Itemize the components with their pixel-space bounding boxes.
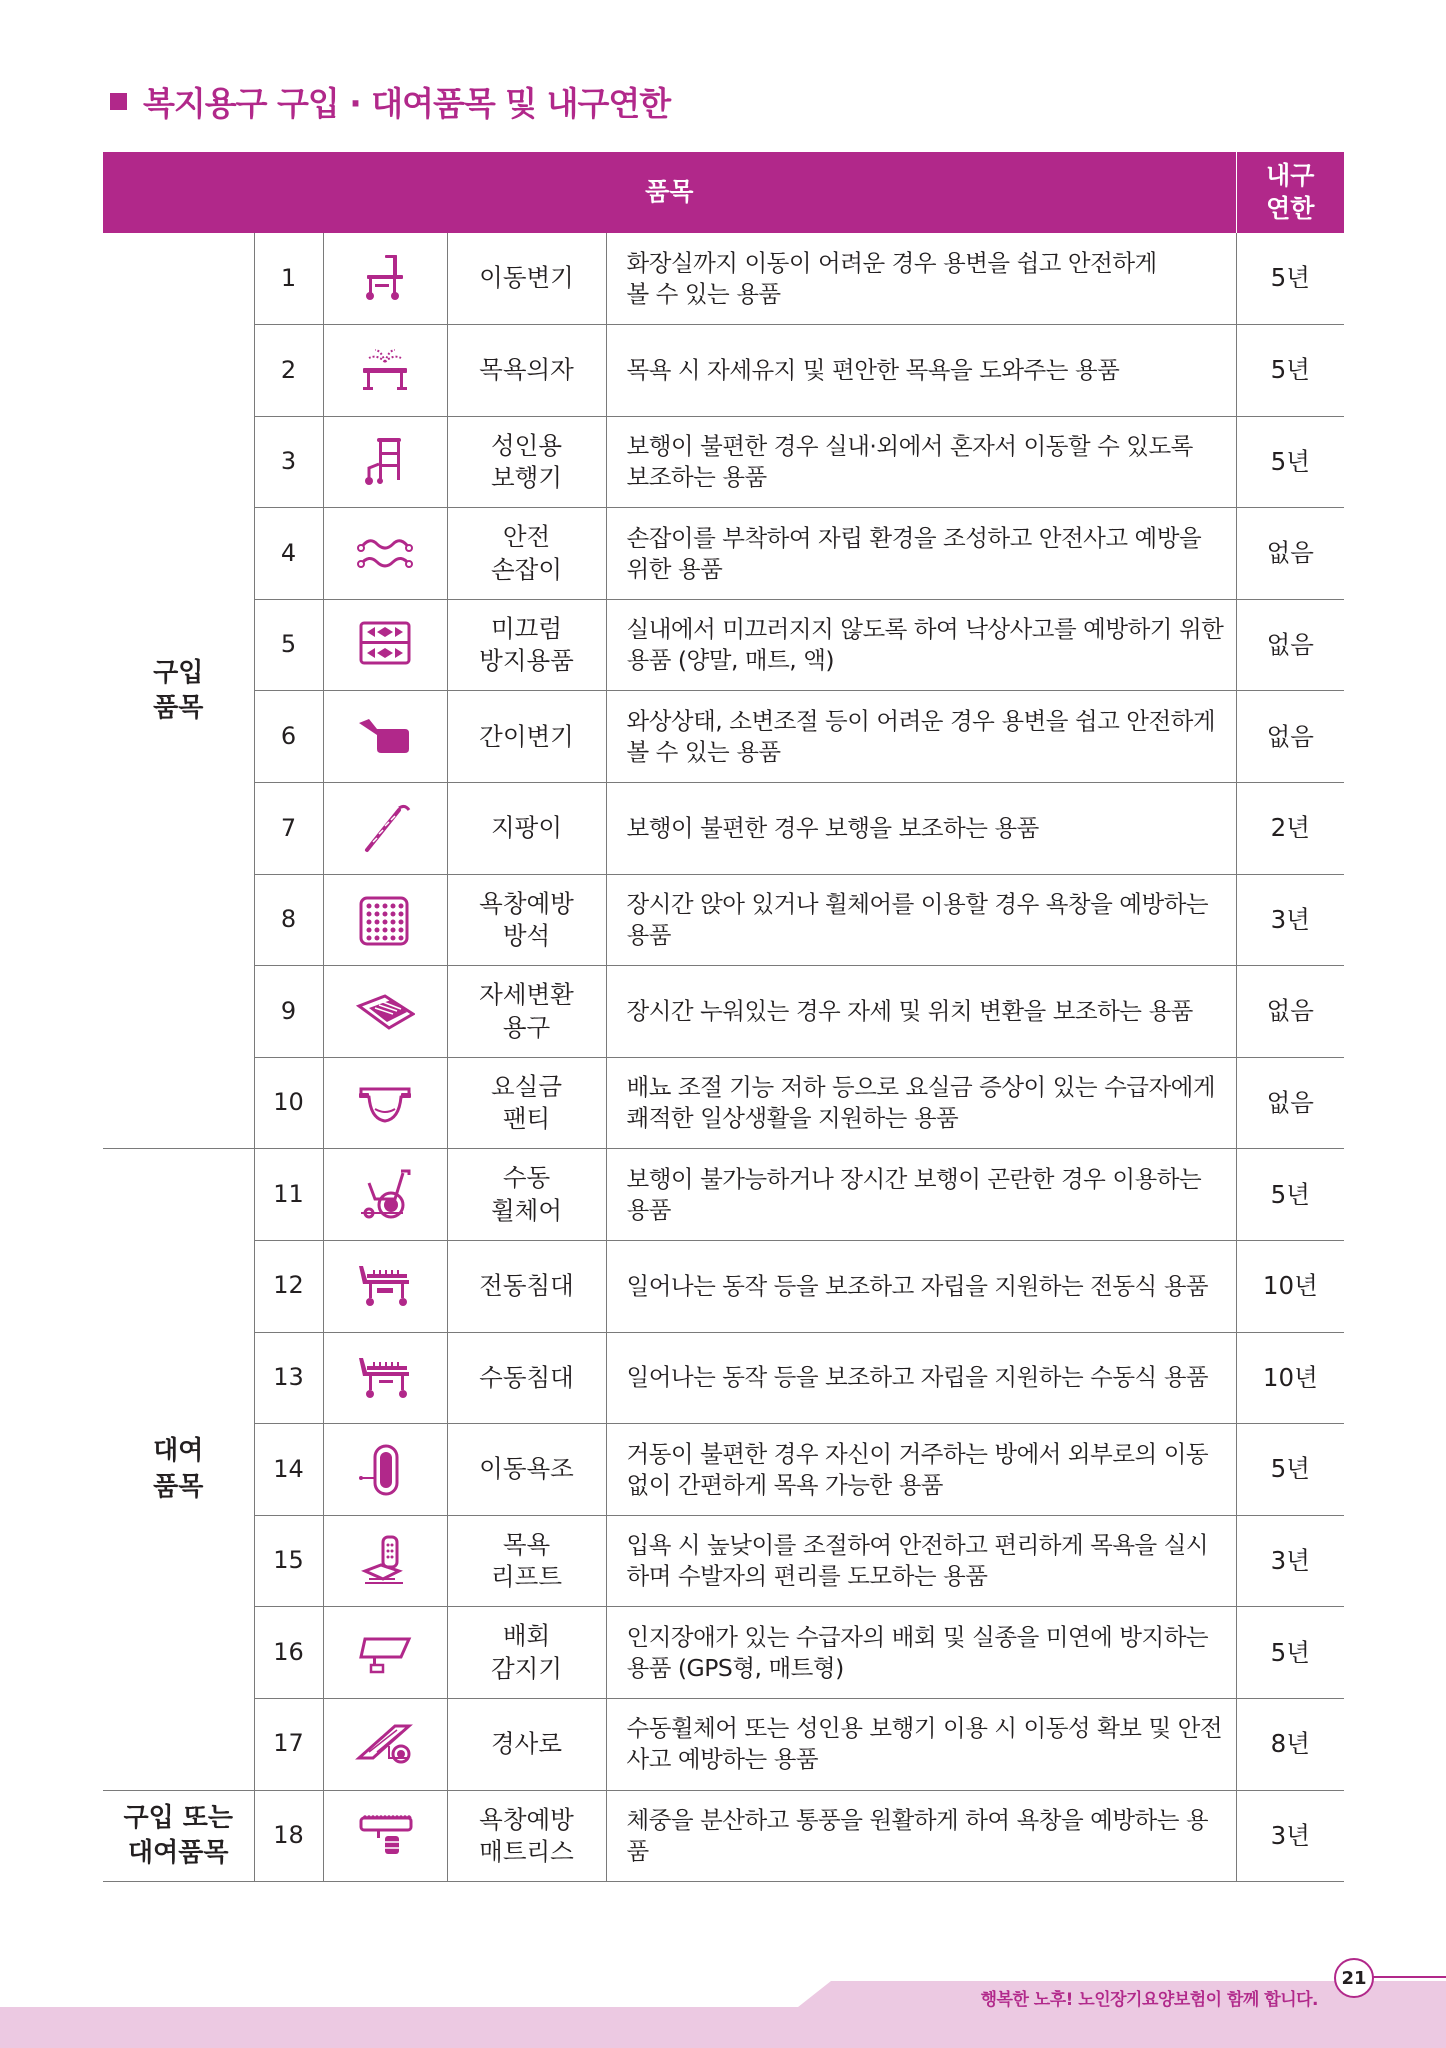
item-description xyxy=(606,1057,1236,1149)
item-durability: 5년 xyxy=(1236,1424,1344,1516)
item-name-line: 요실금 xyxy=(490,1071,562,1101)
item-name-line: 성인용 xyxy=(490,430,562,460)
table-row xyxy=(103,1424,1344,1516)
item-description-line: 용품 (GPS형, 매트형) xyxy=(626,1653,844,1682)
row-number: 4 xyxy=(254,508,323,600)
diaper-icon xyxy=(324,1075,447,1131)
table-row xyxy=(103,1515,1344,1607)
item-name-line: 매트리스 xyxy=(479,1836,574,1866)
item-description xyxy=(606,599,1236,691)
row-number: 17 xyxy=(254,1699,323,1791)
page-number: 21 xyxy=(1334,1958,1374,1998)
item-durability: 없음 xyxy=(1236,691,1344,783)
commode-chair-icon xyxy=(324,251,447,307)
item-name-line: 보행기 xyxy=(490,462,562,492)
item-name xyxy=(447,1332,606,1424)
item-durability: 5년 xyxy=(1236,416,1344,508)
row-number: 7 xyxy=(254,783,323,875)
item-description xyxy=(606,783,1236,875)
row-icon-cell xyxy=(323,1149,447,1241)
item-name xyxy=(447,599,606,691)
item-name xyxy=(447,233,606,325)
item-description-line: 일어나는 동작 등을 보조하고 자립을 지원하는 수동식 용품 xyxy=(626,1363,1209,1392)
item-durability: 5년 xyxy=(1236,233,1344,325)
item-description-line: 용품 xyxy=(626,1195,671,1224)
item-description xyxy=(606,1515,1236,1607)
item-name xyxy=(447,966,606,1058)
item-durability: 8년 xyxy=(1236,1699,1344,1791)
table-row xyxy=(103,233,1344,325)
item-name-line: 전동침대 xyxy=(479,1271,574,1301)
row-icon-cell xyxy=(323,508,447,600)
item-name xyxy=(447,1790,606,1882)
item-name xyxy=(447,1515,606,1607)
item-description-line: 하며 수발자의 편리를 도모하는 용품 xyxy=(626,1562,988,1591)
item-description xyxy=(606,325,1236,417)
group-label-either xyxy=(103,1790,254,1882)
item-name xyxy=(447,1699,606,1791)
item-durability: 없음 xyxy=(1236,1057,1344,1149)
table-row xyxy=(103,1790,1344,1882)
item-name xyxy=(447,1424,606,1516)
item-durability: 3년 xyxy=(1236,874,1344,966)
item-description-line: 장시간 앉아 있거나 휠체어를 이용할 경우 욕창을 예방하는 xyxy=(626,889,1209,918)
row-icon-cell xyxy=(323,325,447,417)
row-number: 6 xyxy=(254,691,323,783)
row-number: 18 xyxy=(254,1790,323,1882)
item-durability: 없음 xyxy=(1236,966,1344,1058)
item-description xyxy=(606,233,1236,325)
row-number: 9 xyxy=(254,966,323,1058)
row-number: 5 xyxy=(254,599,323,691)
grab-bar-icon xyxy=(324,526,447,582)
ramp-icon xyxy=(324,1716,447,1772)
row-icon-cell xyxy=(323,783,447,875)
group-label-line: 대여 xyxy=(153,1436,204,1467)
item-description-line: 쾌적한 일상생활을 지원하는 용품 xyxy=(626,1104,959,1133)
group-label-line: 품목 xyxy=(153,692,204,723)
row-icon-cell xyxy=(323,966,447,1058)
row-icon-cell xyxy=(323,1790,447,1882)
item-durability: 5년 xyxy=(1236,325,1344,417)
item-name xyxy=(447,1057,606,1149)
table-row xyxy=(103,691,1344,783)
row-icon-cell xyxy=(323,691,447,783)
item-description xyxy=(606,1607,1236,1699)
item-description-line: 보행이 불가능하거나 장시간 보행이 곤란한 경우 이용하는 xyxy=(626,1164,1202,1193)
item-durability: 2년 xyxy=(1236,783,1344,875)
wandering-detector-icon xyxy=(324,1625,447,1681)
header-durability xyxy=(1236,152,1344,233)
group-label-purchase xyxy=(103,233,254,1149)
table-row xyxy=(103,508,1344,600)
row-number: 2 xyxy=(254,325,323,417)
item-name xyxy=(447,416,606,508)
page-title-text: 복지용구 구입 · 대여품목 및 내구연한 xyxy=(143,84,671,123)
item-description-line: 배뇨 조절 기능 저하 등으로 요실금 증상이 있는 수급자에게 xyxy=(626,1073,1216,1102)
item-name-line: 미끄럼 xyxy=(490,613,562,643)
electric-bed-icon xyxy=(324,1258,447,1314)
item-durability: 3년 xyxy=(1236,1515,1344,1607)
manual-bed-icon xyxy=(324,1350,447,1406)
item-name-line: 경사로 xyxy=(490,1729,562,1759)
item-name xyxy=(447,783,606,875)
item-durability: 없음 xyxy=(1236,599,1344,691)
item-description-line: 볼 수 있는 용품 xyxy=(626,737,781,766)
item-description-line: 와상상태, 소변조절 등이 어려운 경우 용변을 쉽고 안전하게 xyxy=(626,706,1216,735)
positioning-aid-icon xyxy=(324,984,447,1040)
item-durability: 10년 xyxy=(1236,1332,1344,1424)
table-row xyxy=(103,1607,1344,1699)
row-number: 11 xyxy=(254,1149,323,1241)
item-description-line: 보행이 불편한 경우 실내·외에서 혼자서 이동할 수 있도록 xyxy=(626,431,1193,460)
item-name-line: 팬티 xyxy=(502,1104,551,1134)
anti-slip-mat-icon xyxy=(324,617,447,673)
item-description-line: 수동휠체어 또는 성인용 보행기 이용 시 이동성 확보 및 안전 xyxy=(626,1714,1223,1743)
item-description-line: 용품 (양말, 매트, 액) xyxy=(626,646,835,675)
item-description xyxy=(606,1790,1236,1882)
item-description xyxy=(606,1241,1236,1333)
item-description-line: 목욕 시 자세유지 및 편안한 목욕을 도와주는 용품 xyxy=(626,355,1120,384)
item-name-line: 자세변환 xyxy=(479,980,574,1010)
cushion-icon xyxy=(324,892,447,948)
item-name-line: 욕창예방 xyxy=(479,888,574,918)
item-name-line: 휠체어 xyxy=(490,1195,562,1225)
header-durability-line2: 연한 xyxy=(1266,193,1315,223)
row-icon-cell xyxy=(323,1699,447,1791)
item-name-line: 간이변기 xyxy=(479,721,574,751)
table-header-row xyxy=(103,152,1344,233)
item-description xyxy=(606,691,1236,783)
item-description-line: 보조하는 용품 xyxy=(626,462,767,491)
item-description xyxy=(606,416,1236,508)
row-icon-cell xyxy=(323,1424,447,1516)
item-name-line: 안전 xyxy=(502,522,551,552)
item-description xyxy=(606,874,1236,966)
row-number: 15 xyxy=(254,1515,323,1607)
item-description-line: 볼 수 있는 용품 xyxy=(626,279,781,308)
table-row xyxy=(103,1241,1344,1333)
table-row xyxy=(103,783,1344,875)
row-number: 10 xyxy=(254,1057,323,1149)
table-row xyxy=(103,1057,1344,1149)
row-number: 13 xyxy=(254,1332,323,1424)
item-description xyxy=(606,1699,1236,1791)
item-durability: 10년 xyxy=(1236,1241,1344,1333)
item-name-line: 지팡이 xyxy=(490,813,562,843)
bath-lift-icon xyxy=(324,1533,447,1589)
row-number: 8 xyxy=(254,874,323,966)
group-label-rental xyxy=(103,1149,254,1790)
item-name-line: 손잡이 xyxy=(490,554,562,584)
group-label-line: 구입 xyxy=(153,657,204,688)
item-name-line: 방지용품 xyxy=(479,646,574,676)
item-name-line: 방석 xyxy=(502,920,551,950)
row-number: 16 xyxy=(254,1607,323,1699)
item-name-line: 용구 xyxy=(502,1012,551,1042)
pressure-mattress-icon xyxy=(324,1808,447,1864)
item-name xyxy=(447,874,606,966)
item-description-line: 없이 간편하게 목욕 가능한 용품 xyxy=(626,1470,943,1499)
welfare-equipment-table xyxy=(103,152,1344,1882)
item-name-line: 목욕 xyxy=(502,1529,551,1559)
row-icon-cell xyxy=(323,1607,447,1699)
item-description xyxy=(606,966,1236,1058)
item-description xyxy=(606,1332,1236,1424)
item-name xyxy=(447,1241,606,1333)
footer-band xyxy=(0,2007,1446,2048)
group-label-line: 품목 xyxy=(153,1471,204,1502)
page-number-line xyxy=(1370,1976,1446,1978)
row-number: 14 xyxy=(254,1424,323,1516)
item-description-line: 입욕 시 높낮이를 조절하여 안전하고 편리하게 목욕을 실시 xyxy=(626,1531,1209,1560)
item-name-line: 감지기 xyxy=(490,1653,562,1683)
row-icon-cell xyxy=(323,1515,447,1607)
cane-icon xyxy=(324,800,447,856)
group-label-line: 구입 또는 xyxy=(123,1802,234,1833)
item-name xyxy=(447,691,606,783)
item-name-line: 수동침대 xyxy=(479,1362,574,1392)
item-description-line: 거동이 불편한 경우 자신이 거주하는 방에서 외부로의 이동 xyxy=(626,1439,1209,1468)
item-description-line: 위한 용품 xyxy=(626,554,723,583)
item-description xyxy=(606,508,1236,600)
row-number: 12 xyxy=(254,1241,323,1333)
item-description-line: 일어나는 동작 등을 보조하고 자립을 지원하는 전동식 용품 xyxy=(626,1271,1209,1300)
header-item: 품목 xyxy=(103,152,1236,233)
header-durability-line1: 내구 xyxy=(1266,161,1315,190)
item-description xyxy=(606,1424,1236,1516)
item-name xyxy=(447,508,606,600)
item-durability: 없음 xyxy=(1236,508,1344,600)
item-name xyxy=(447,325,606,417)
item-name-line: 목욕의자 xyxy=(479,355,574,385)
bath-chair-icon xyxy=(324,342,447,398)
item-name xyxy=(447,1149,606,1241)
item-description-line: 보행이 불편한 경우 보행을 보조하는 용품 xyxy=(626,813,1039,842)
portable-bathtub-icon xyxy=(324,1442,447,1498)
walker-icon xyxy=(324,434,447,490)
title-bullet-icon xyxy=(110,93,127,110)
row-icon-cell xyxy=(323,874,447,966)
item-description-line: 용품 xyxy=(626,920,671,949)
item-description-line: 실내에서 미끄러지지 않도록 하여 낙상사고를 예방하기 위한 xyxy=(626,615,1224,644)
table-row xyxy=(103,966,1344,1058)
row-icon-cell xyxy=(323,1057,447,1149)
item-description-line: 장시간 누워있는 경우 자세 및 위치 변환을 보조하는 용품 xyxy=(626,997,1193,1026)
wheelchair-icon xyxy=(324,1167,447,1223)
item-description-line: 체중을 분산하고 통풍을 원활하게 하여 욕창을 예방하는 용품 xyxy=(626,1805,1209,1865)
urinal-icon xyxy=(324,709,447,765)
item-durability: 3년 xyxy=(1236,1790,1344,1882)
item-durability: 5년 xyxy=(1236,1607,1344,1699)
page-title xyxy=(110,78,670,125)
group-label-line: 대여품목 xyxy=(128,1837,229,1868)
item-name xyxy=(447,1607,606,1699)
table-row xyxy=(103,1699,1344,1791)
item-name-line: 리프트 xyxy=(490,1562,562,1592)
row-number: 1 xyxy=(254,233,323,325)
row-icon-cell xyxy=(323,416,447,508)
table-row xyxy=(103,599,1344,691)
table-row xyxy=(103,874,1344,966)
item-name-line: 수동 xyxy=(502,1163,551,1193)
table-row xyxy=(103,1332,1344,1424)
row-icon-cell xyxy=(323,233,447,325)
item-name-line: 배회 xyxy=(502,1621,551,1651)
row-icon-cell xyxy=(323,1241,447,1333)
item-description-line: 화장실까지 이동이 어려운 경우 용변을 쉽고 안전하게 xyxy=(626,248,1157,277)
item-description-line: 손잡이를 부착하여 자립 환경을 조성하고 안전사고 예방을 xyxy=(626,523,1202,552)
item-name-line: 욕창예방 xyxy=(479,1804,574,1834)
item-description-line: 인지장애가 있는 수급자의 배회 및 실종을 미연에 방지하는 xyxy=(626,1622,1209,1651)
row-icon-cell xyxy=(323,1332,447,1424)
row-number: 3 xyxy=(254,416,323,508)
item-name-line: 이동욕조 xyxy=(479,1454,574,1484)
footer-slogan: 행복한 노후! 노인장기요양보험이 함께 합니다. xyxy=(980,1990,1318,2010)
item-description xyxy=(606,1149,1236,1241)
table-row xyxy=(103,1149,1344,1241)
table-row xyxy=(103,416,1344,508)
row-icon-cell xyxy=(323,599,447,691)
item-description-line: 사고 예방하는 용품 xyxy=(626,1745,819,1774)
item-name-line: 이동변기 xyxy=(479,263,574,293)
table-row xyxy=(103,325,1344,417)
item-durability: 5년 xyxy=(1236,1149,1344,1241)
